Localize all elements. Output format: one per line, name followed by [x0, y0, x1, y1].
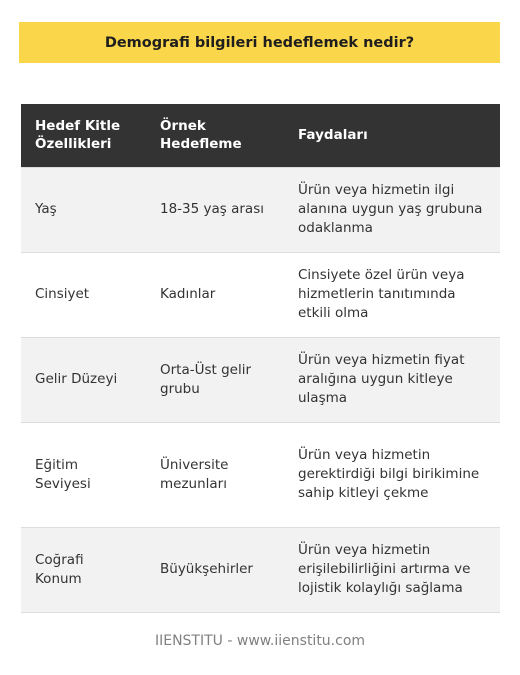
- table-cell: Yaş: [21, 167, 146, 252]
- table-row: [21, 337, 500, 422]
- column-header-example-targeting: Örnek Hedefleme: [146, 104, 284, 167]
- demographics-table: [21, 104, 500, 613]
- table-row: [21, 252, 500, 337]
- table-cell: Ürün veya hizmetin erişilebilirliğini artırma ve lojistik kolaylığı sağlama: [284, 527, 500, 612]
- table-cell: Cinsiyete özel ürün veya hizmetlerin tanıtımında etkili olma: [284, 252, 500, 337]
- table-cell: Büyükşehirler: [146, 527, 284, 612]
- table-cell: Coğrafi Konum: [21, 527, 146, 612]
- table-row: [21, 422, 500, 527]
- table-cell: Ürün veya hizmetin gerektirdiği bilgi birikimine sahip kitleyi çekme: [284, 422, 500, 527]
- table-cell: 18-35 yaş arası: [146, 167, 284, 252]
- table-header-row: [21, 104, 500, 167]
- table-cell: Gelir Düzeyi: [21, 337, 146, 422]
- table-cell: Kadınlar: [146, 252, 284, 337]
- footer-credit: IIENSTITU - www.iienstitu.com: [154, 633, 366, 649]
- column-header-benefits: Faydaları: [284, 104, 500, 167]
- table-cell: Cinsiyet: [21, 252, 146, 337]
- table-cell: Orta-Üst gelir grubu: [146, 337, 284, 422]
- table-row: [21, 527, 500, 612]
- table-cell: Ürün veya hizmetin fiyat aralığına uygun kitleye ulaşma: [284, 337, 500, 422]
- table-cell: Eğitim Seviyesi: [21, 422, 146, 527]
- table-cell: Üniversite mezunları: [146, 422, 284, 527]
- page-title: Demografi bilgileri hedeflemek nedir?: [19, 22, 500, 63]
- table-row: [21, 167, 500, 252]
- column-header-target-audience: Hedef Kitle Özellikleri: [21, 104, 146, 167]
- table-cell: Ürün veya hizmetin ilgi alanına uygun yaş grubuna odaklanma: [284, 167, 500, 252]
